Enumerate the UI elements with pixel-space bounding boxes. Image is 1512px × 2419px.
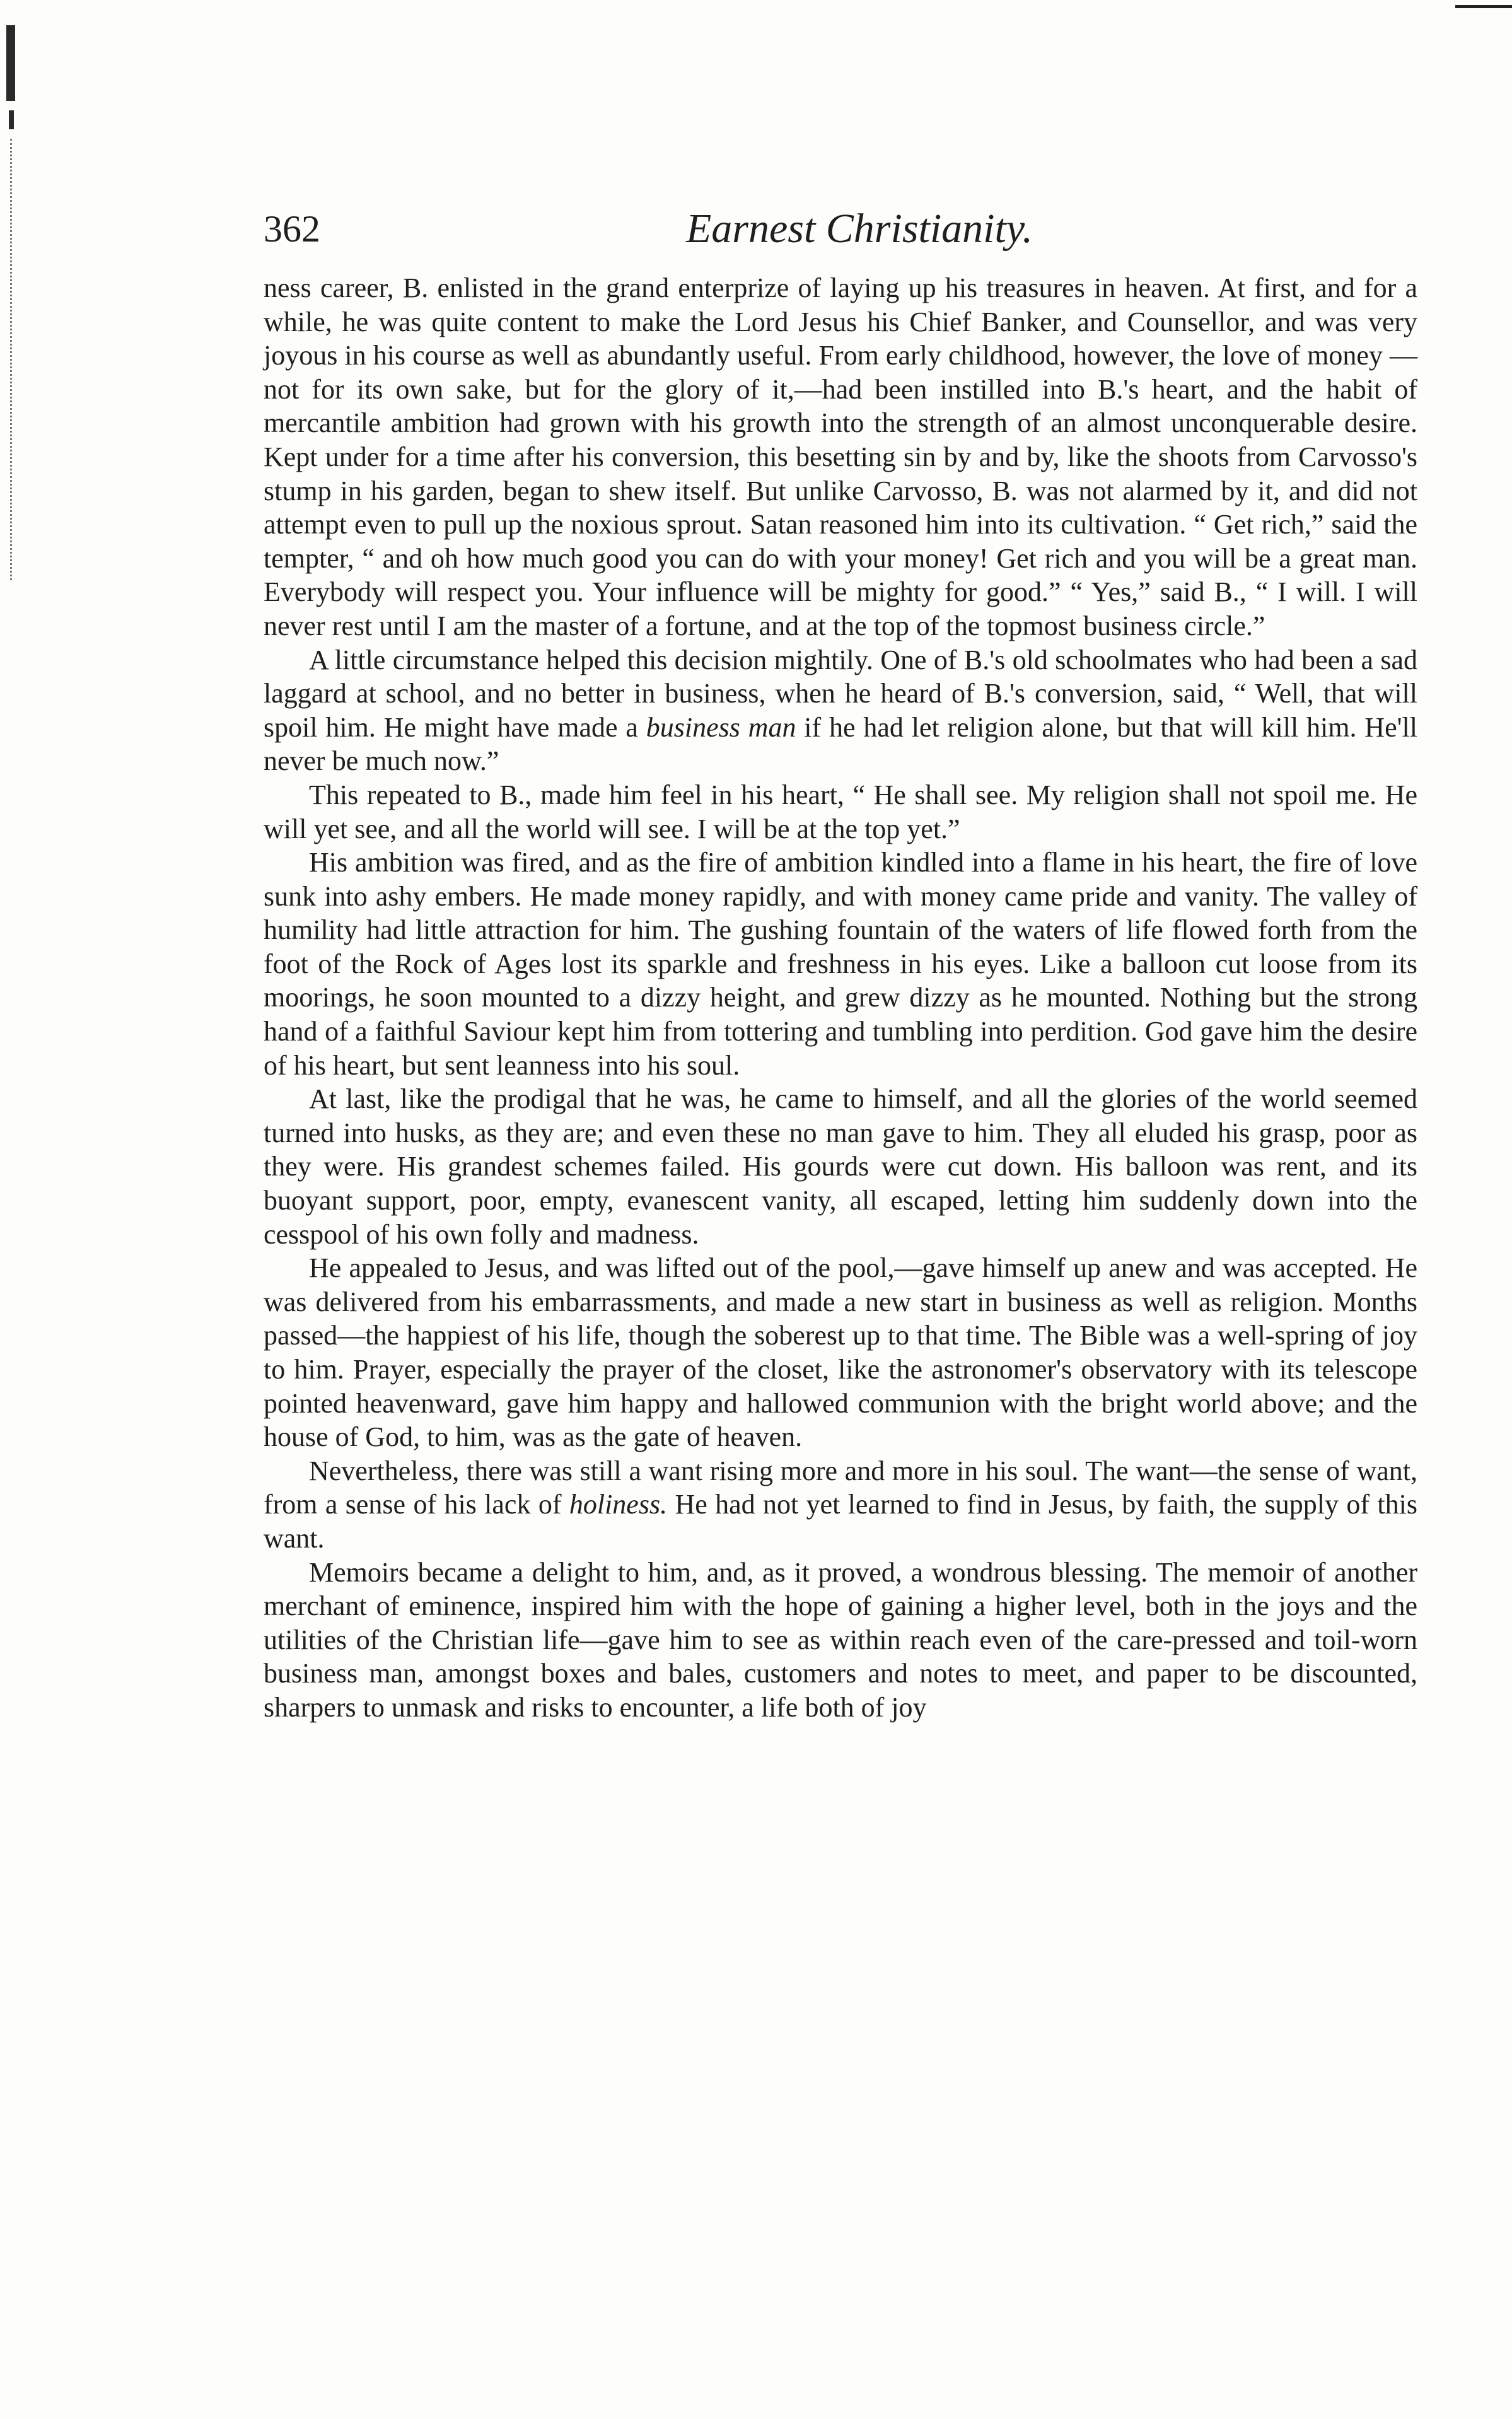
paragraph: [264, 778, 1417, 846]
paragraph: [264, 1454, 1417, 1556]
body-text: [264, 271, 1417, 1725]
page-number: 362: [264, 208, 320, 250]
paragraph-text: ness career, B. enlisted in the grand enterprize of laying up his treasures in heaven. At first, and for a while, he was quite content to make the Lord Jesus his Chief Banker, and Counsellor, and was very joyous in his course as well as abundantly useful. From early childhood, however, the love of money —not for its own sake, but for the glory of it,—had been instilled into B.'s heart, and the habit of mercantile ambition had grown with his growth into the strength of an almost unconquerable desire. Kept under for a time after his conversion, this besetting sin by and by, like the shoots from Carvosso's stump in his garden, began to shew itself. But unlike Carvosso, B. was not alarmed by it, and did not attempt even to pull up the noxious sprout. Satan reasoned him into its cultivation. “ Get rich,” said the tempter, “ and oh how much good you can do with your money! Get rich and you will be a great man. Everybody will respect you. Your influence will be mighty for good.” “ Yes,” said B., “ I will. I will never rest until I am the master of a fortune, and at the top of the topmost business circle.”: [264, 272, 1417, 641]
running-title: Earnest Christianity.: [685, 206, 1033, 252]
italic-text: holiness.: [569, 1489, 668, 1520]
page-header: [264, 201, 1417, 257]
paragraph-text: He had not yet learned to find in Jesus, by faith, the supply of this want.: [264, 1489, 1417, 1554]
binding-edge-dots: [10, 139, 15, 580]
paragraph-text: His ambition was fired, and as the fire of ambition kindled into a flame in his heart, the fire of love sunk into ashy embers. He made money rapidly, and with money came pride and vanity. The valley of humility had little attraction for him. The gushing fountain of the waters of life flowed forth from the foot of the Rock of Ages lost its sparkle and freshness in his eyes. Like a balloon cut loose from its moorings, he soon mounted to a dizzy height, and grew dizzy as he mounted. Nothing but the strong hand of a faithful Saviour kept him from tottering and tumbling into perdition. God gave him the desire of his heart, but sent leanness into his soul.: [264, 847, 1417, 1081]
paragraph: [264, 643, 1417, 778]
paragraph-text: At last, like the prodigal that he was, he came to himself, and all the glories of the world seemed turned into husks, as they are; and even these no man gave to him. They all eluded his grasp, poor as they were. His grandest schemes failed. His gourds were cut down. His balloon was rent, and its buoyant support, poor, empty, evanescent vanity, all escaped, letting him suddenly down into the cesspool of his own folly and madness.: [264, 1083, 1417, 1250]
paragraph-text: This repeated to B., made him feel in his heart, “ He shall see. My religion shall not spoil me. He will yet see, and all the world will see. I will be at the top yet.”: [264, 779, 1417, 844]
paragraph-text: Nevertheless, there was still a want rising more and more in his soul. The want—the sense of want, from a sense of his lack of: [264, 1455, 1417, 1520]
paragraph-text: He appealed to Jesus, and was lifted out of the pool,—gave himself up anew and was accepted. He was delivered from his embarrassments, and made a new start in business as well as religion. Months passed—the happiest of his life, though the soberest up to that time. The Bible was a well-spring of joy to him. Prayer, especially the prayer of the closet, like the astronomer's observatory with its telescope pointed heavenward, gave him happy and hallowed communion with the bright world above; and the house of God, to him, was as the gate of heaven.: [264, 1252, 1417, 1453]
paragraph: [264, 271, 1417, 643]
corner-rule: [1455, 5, 1512, 8]
binding-edge-mark: [6, 25, 15, 101]
binding-edge-mark: [9, 110, 14, 129]
paragraph: [264, 1556, 1417, 1725]
paragraph: [264, 846, 1417, 1082]
paragraph-text: A little circumstance helped this decision mightily. One of B.'s old schoolmates who had been a sad laggard at school, and no better in business, when he heard of B.'s conversion, said, “ Well, that will spoil him. He might have made a: [264, 644, 1417, 743]
paragraph-text: if he had let religion alone, but that will kill him. He'll never be much now.”: [264, 711, 1417, 777]
paragraph: [264, 1251, 1417, 1454]
italic-text: business man: [646, 711, 796, 743]
paragraph-text: Memoirs became a delight to him, and, as it proved, a wondrous blessing. The memoir of another merchant of eminence, inspired him with the hope of gaining a higher level, both in the joys and the utilities of the Christian life—gave him to see as within reach even of the care-pressed and toil-worn business man, amongst boxes and bales, customers and notes to meet, and paper to be discounted, sharpers to unmask and risks to encounter, a life both of joy: [264, 1556, 1417, 1723]
paragraph: [264, 1082, 1417, 1251]
